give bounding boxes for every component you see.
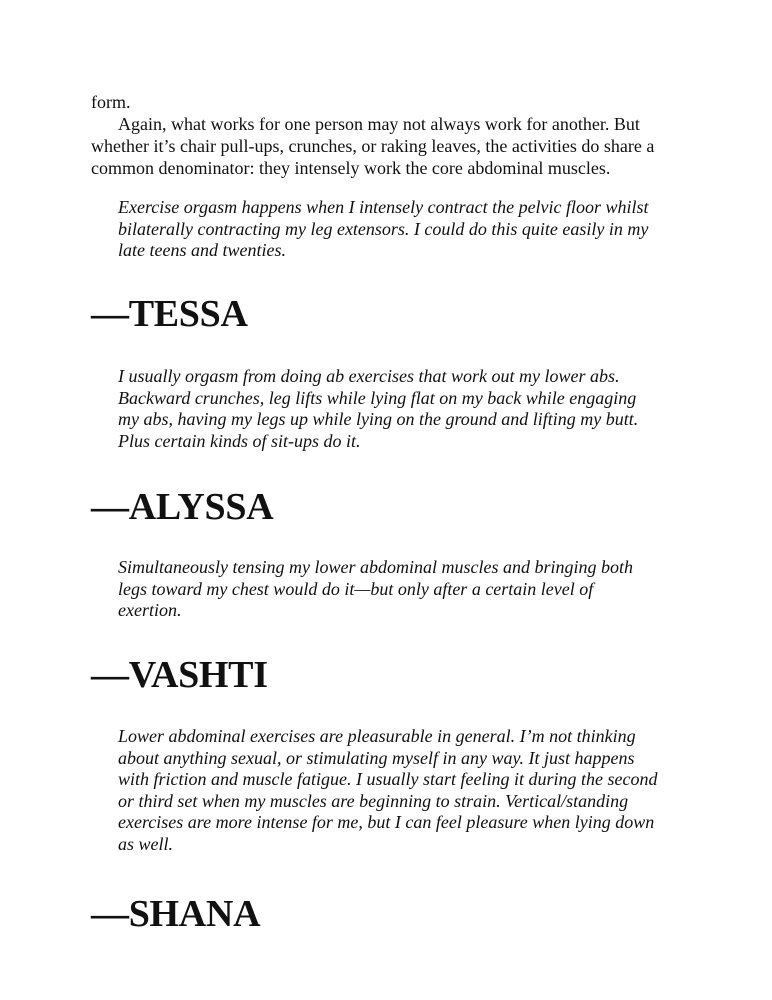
paragraph-continued: form.	[91, 92, 131, 112]
quote-tessa: Exercise orgasm happens when I intensely contract the pelvic floor whilst bilaterally contracting my leg extensors. I could do this quite easily in my late teens and twenties.	[118, 197, 649, 261]
quote-vashti: Simultaneously tensing my lower abdominal muscles and bringing both legs toward my chest would do it—but only after a certain level of exertion.	[118, 557, 633, 621]
attribution-alyssa: —ALYSSA	[91, 486, 274, 528]
attribution-shana-clip	[91, 880, 491, 935]
attribution-vashti: —VASHTI	[91, 654, 268, 696]
quote-alyssa: I usually orgasm from doing ab exercises that work out my lower abs. Backward crunches, leg lifts while lying flat on my back while engaging my abs, having my legs up while lying on the ground and lifting my butt. Plus certain kinds of sit-ups do it.	[118, 366, 639, 451]
quote-shana: Lower abdominal exercises are pleasurable in general. I’m not thinking about anything sexual, or stimulating myself in any way. It just happens with friction and muscle fatigue. I usually start feeling it during the second or third set when my muscles are beginning to strain. Vertical/standing exercises are more intense for me, but I can feel pleasure when lying down as well.	[118, 726, 658, 854]
attribution-tessa: —TESSA	[91, 293, 248, 335]
paragraph-main: Again, what works for one person may not always work for another. But whether it’s chair pull-ups, crunches, or raking leaves, the activities do share a common denominator: they intensely work the core abdominal muscles.	[91, 114, 655, 178]
attribution-shana: —SHANA	[91, 893, 261, 935]
